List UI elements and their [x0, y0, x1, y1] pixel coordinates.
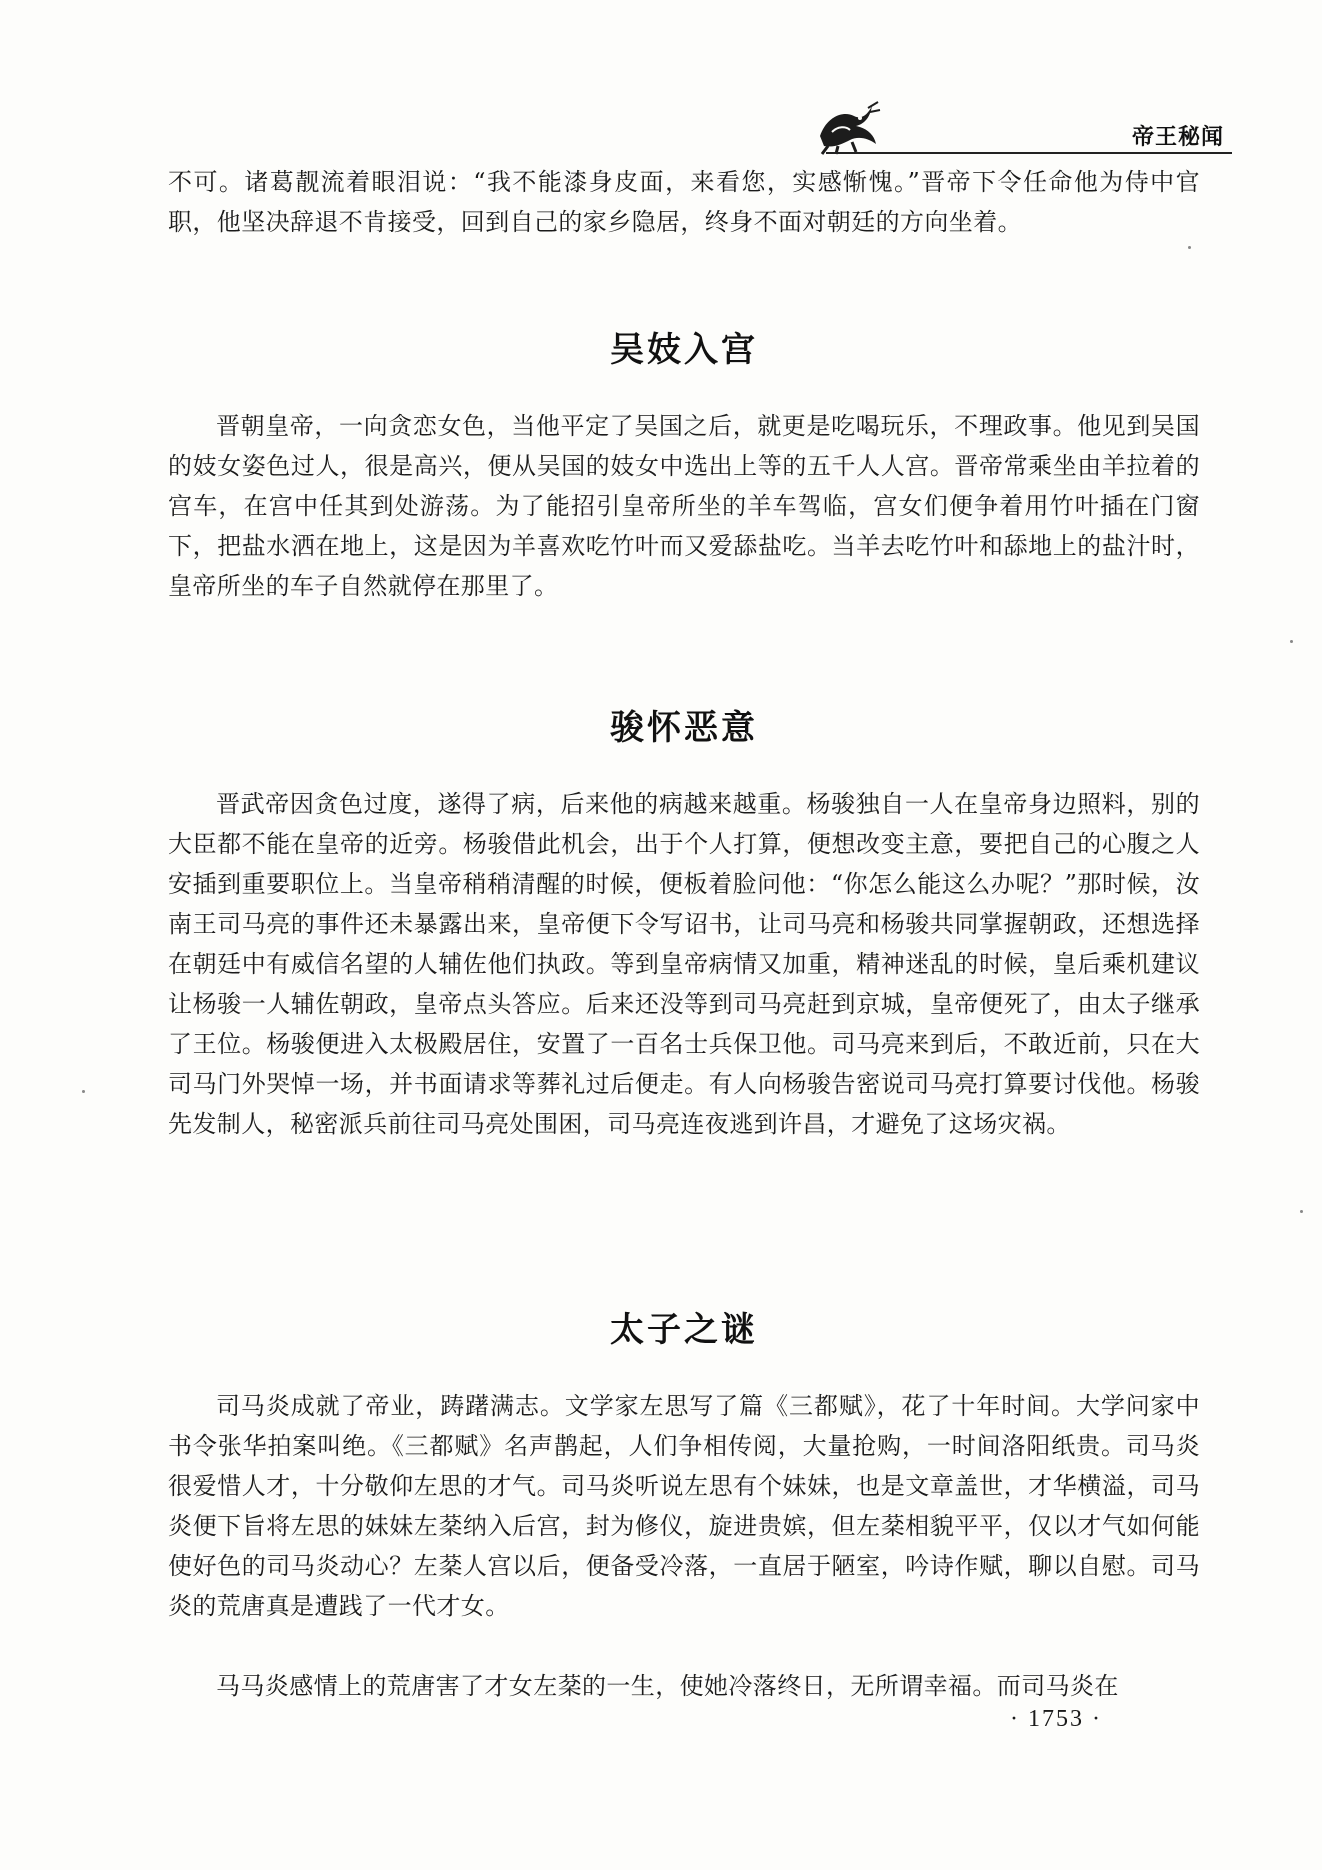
section-title-junhuai: 骏怀恶意 [610, 708, 758, 748]
header-title: 帝王秘闻 [1131, 125, 1224, 150]
dragon-emblem-icon [812, 96, 882, 156]
section-title-taizi: 太子之谜 [610, 1310, 758, 1350]
scan-speck [82, 1090, 85, 1093]
header-rule [826, 152, 1232, 154]
scan-speck [1290, 640, 1293, 643]
scan-speck [1188, 246, 1191, 249]
scan-speck [1300, 1210, 1303, 1213]
section-paragraph: 司马炎成就了帝业，踌躇满志。文学家左思写了篇《三都赋》，花了十年时间。大学问家中书令张华拍案叫绝。《三都赋》名声鹊起，人们争相传阅，大量抢购，一时间洛阳纸贵。司马炎很爱惜人才，十分敬仰左思的才气。司马炎听说左思有个妹妹，也是文章盖世，才华横溢，司马炎便下旨将左思的妹妹左棻纳入后宫，封为修仪，旋进贵嫔，但左棻相貌平平，仅以才气如何能使好色的司马炎动心？左棻人宫以后，便备受冷落，一直居于陋室，吟诗作赋，聊以自慰。司马炎的荒唐真是遭践了一代才女。 [168, 1392, 1200, 1620]
section-paragraph: 晋武帝因贪色过度，遂得了病，后来他的病越来越重。杨骏独自一人在皇帝身边照料，别的大臣都不能在皇帝的近旁。杨骏借此机会，出于个人打算，便想改变主意，要把自己的心腹之人安插到重要职位上。当皇帝稍稍清醒的时候，便板着脸问他：“你怎么能这么办呢？”那时候，汝南王司马亮的事件还未暴露出来，皇帝便下令写诏书，让司马亮和杨骏共同掌握朝政，还想选择在朝廷中有威信名望的人辅佐他们执政。等到皇帝病情又加重，精神迷乱的时候，皇后乘机建议让杨骏一人辅佐朝政，皇帝点头答应。后来还没等到司马亮赶到京城，皇帝便死了，由太子继承了王位。杨骏便进入太极殿居住，安置了一百名士兵保卫他。司马亮来到后，不敢近前，只在大司马门外哭悼一场，并书面请求等葬礼过后便走。有人向杨骏告密说司马亮打算要讨伐他。杨骏先发制人，秘密派兵前往司马亮处围困，司马亮连夜逃到许昌，才避免了这场灾祸。 [168, 790, 1200, 1138]
running-header [812, 96, 1232, 158]
section-title-wuji: 吴妓入宫 [610, 330, 758, 370]
section-paragraph: 晋朝皇帝，一向贪恋女色，当他平定了吴国之后，就更是吃喝玩乐，不理政事。他见到吴国的妓女姿色过人，很是高兴，便从吴国的妓女中选出上等的五千人人宫。晋帝常乘坐由羊拉着的宫车，在宫中任其到处游荡。为了能招引皇帝所坐的羊车驾临，宫女们便争着用竹叶插在门窗下，把盐水洒在地上，这是因为羊喜欢吃竹叶而又爱舔盐吃。当羊去吃竹叶和舔地上的盐汁时，皇帝所坐的车子自然就停在那里了。 [168, 412, 1200, 600]
intro-paragraph: 不可。诸葛靓流着眼泪说：“我不能漆身皮面，来看您，实感惭愧。”晋帝下令任命他为侍中官职，他坚决辞退不肯接受，回到自己的家乡隐居，终身不面对朝廷的方向坐着。 [168, 168, 1200, 236]
section-paragraph: 马马炎感情上的荒唐害了才女左棻的一生，使她冷落终日，无所谓幸福。而司马炎在 [216, 1672, 1119, 1700]
page-number: · 1753 · [1010, 1706, 1102, 1732]
